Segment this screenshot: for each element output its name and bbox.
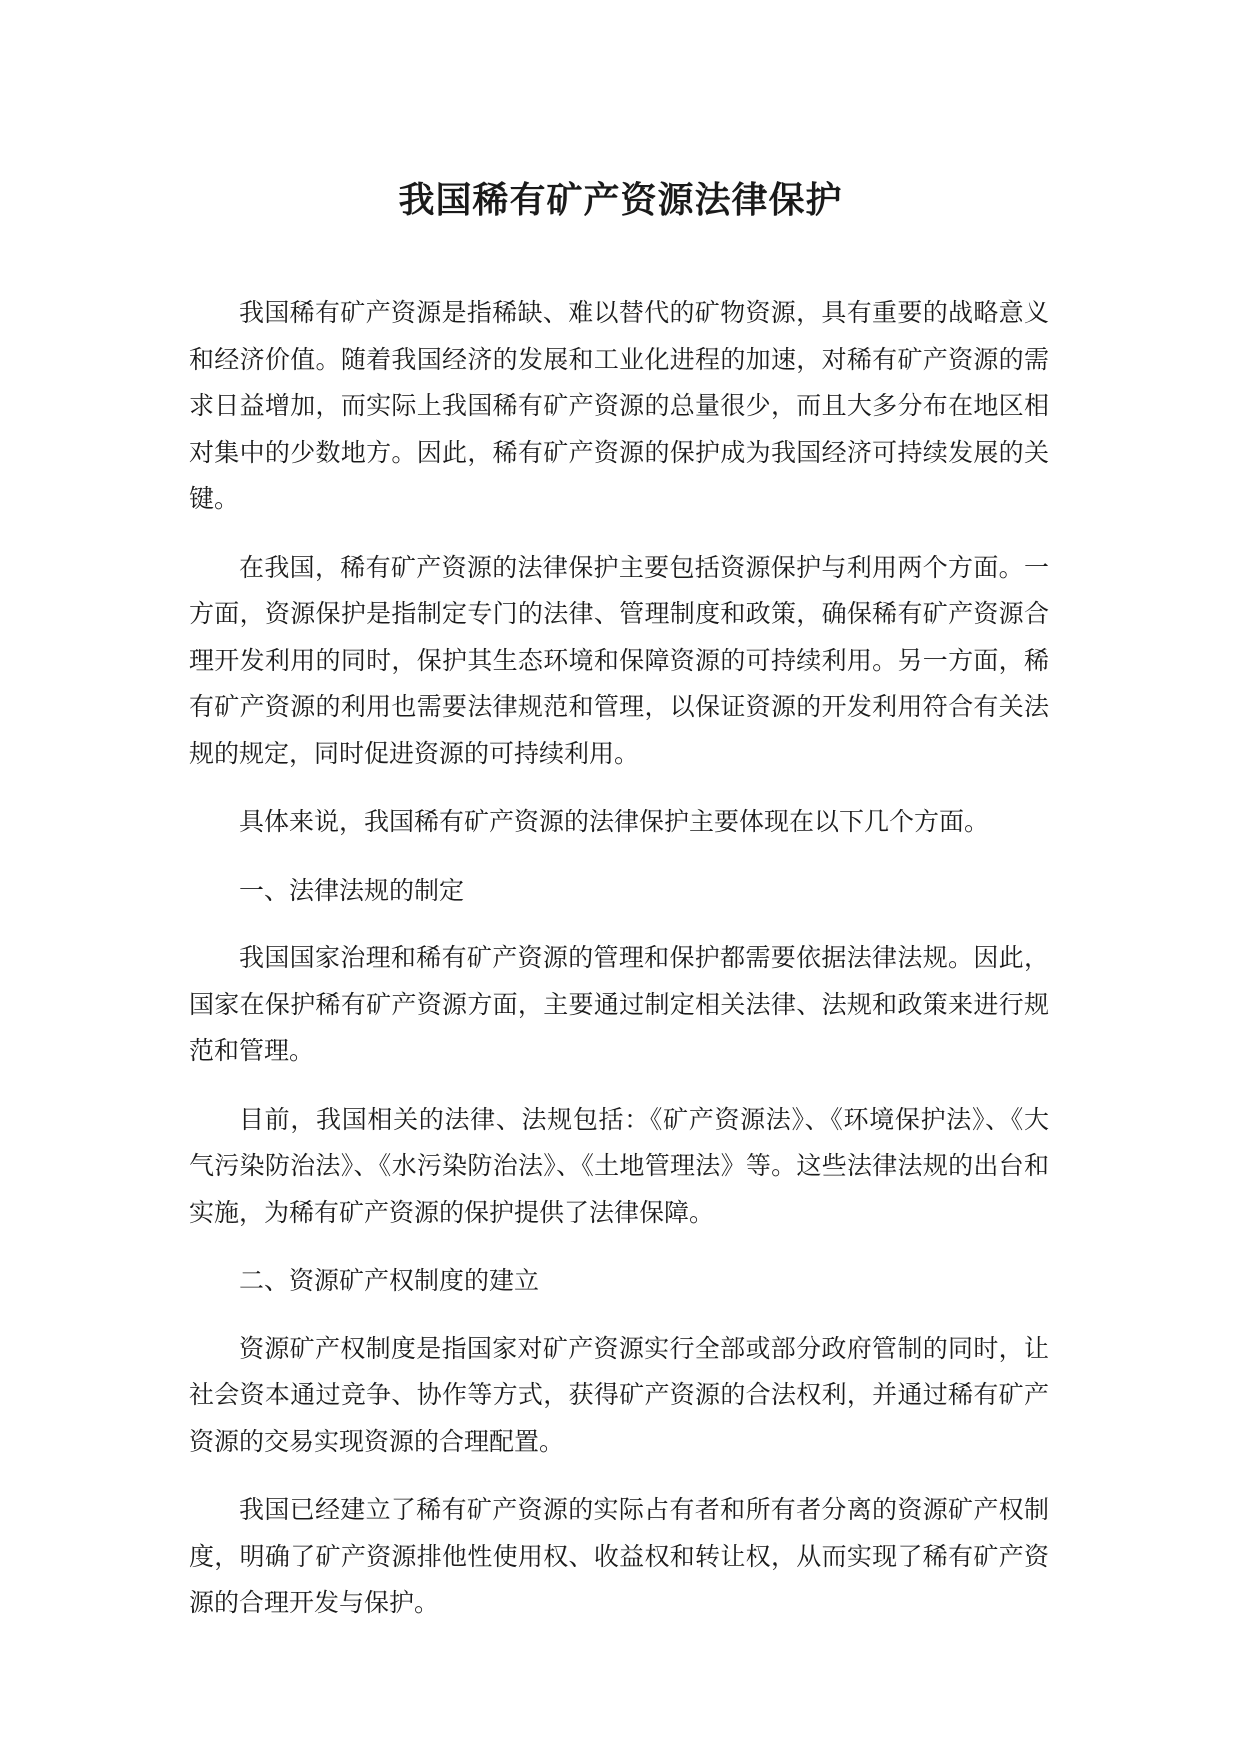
section-heading-mineral-rights: 二、资源矿产权制度的建立: [239, 1266, 540, 1295]
document-body: [189, 290, 1049, 1649]
paragraph-overview: 具体来说，我国稀有矿产资源的法律保护主要体现在以下几个方面。: [239, 807, 990, 836]
section-heading-laws: 一、法律法规的制定: [239, 875, 465, 905]
paragraph-mineral-rights-status: 我国已经建立了稀有矿产资源的实际占有者和所有者分离的资源矿产权制度，明确了矿产资源排他性使用权、收益权和转让权，从而实现了稀有矿产资源的合理开发与保护。: [189, 1495, 1049, 1617]
paragraph-mineral-rights-definition: 资源矿产权制度是指国家对矿产资源实行全部或部分政府管制的同时，让社会资本通过竞争、协作等方式，获得矿产资源的合法权利，并通过稀有矿产资源的交易实现资源的合理配置。: [189, 1333, 1049, 1456]
paragraph-intro: 我国稀有矿产资源是指稀缺、难以替代的矿物资源，具有重要的战略意义和经济价值。随着我国经济的发展和工业化进程的加速，对稀有矿产资源的需求日益增加，而实际上我国稀有矿产资源的总量很少，而且大多分布在地区相对集中的少数地方。因此，稀有矿产资源的保护成为我国经济可持续发展的关键。: [189, 298, 1049, 513]
paragraph-scope: 在我国，稀有矿产资源的法律保护主要包括资源保护与利用两个方面。一方面，资源保护是指制定专门的法律、管理制度和政策，确保稀有矿产资源合理开发利用的同时，保护其生态环境和保障资源的可持续利用。另一方面，稀有矿产资源的利用也需要法律规范和管理，以保证资源的开发利用符合有关法规的规定，同时促进资源的可持续利用。: [189, 552, 1049, 768]
document-title: 我国稀有矿产资源法律保护: [398, 180, 843, 221]
paragraph-laws-list: 目前，我国相关的法律、法规包括：《矿产资源法》、《环境保护法》、《大气污染防治法》、《水污染防治法》、《土地管理法》等。这些法律法规的出台和实施，为稀有矿产资源的保护提供了法律保障。: [189, 1104, 1049, 1227]
paragraph-laws-basis: 我国国家治理和稀有矿产资源的管理和保护都需要依据法律法规。因此，国家在保护稀有矿产资源方面，主要通过制定相关法律、法规和政策来进行规范和管理。: [189, 943, 1049, 1065]
